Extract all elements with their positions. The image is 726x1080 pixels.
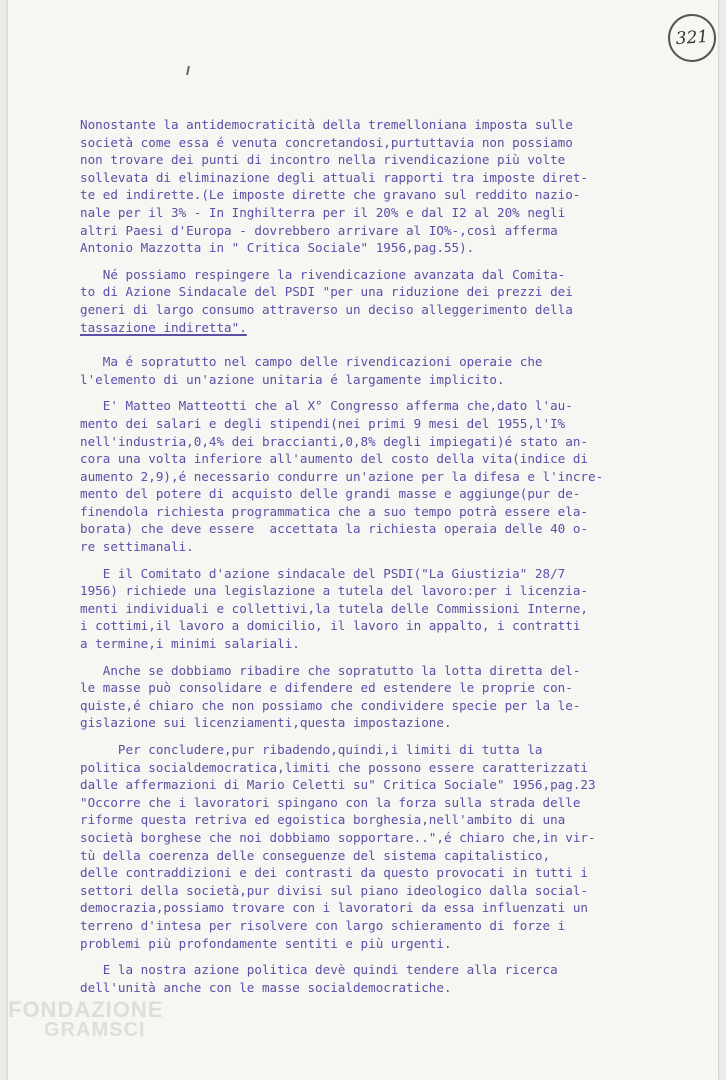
text-line: settori della società,pur divisi sul piano ideologico dalla social- [80,882,588,898]
paragraph [80,397,680,555]
text-line: società come essa é venuta concretandosi,purtuttavia non possiamo [80,134,573,150]
text-line: menti individuali e collettivi,la tutela delle Commissioni Interne, [80,600,588,616]
text-line: sollevata di eliminazione degli attuali rapporti tra imposte diret- [80,169,588,185]
text-line: l'elemento di un'azione unitaria é largamente implicito. [80,371,505,387]
document-page [8,0,718,1080]
paragraph [80,741,680,952]
text-line: cora una volta inferiore all'aumento del costo della vita(indice di [80,451,588,467]
text-line: società borghese che noi dobbiamo sopportare..",é chiaro che,in vir- [80,829,596,845]
text-line: dalle affermazioni di Mario Celetti su" Critica Sociale" 1956,pag.23 [80,777,596,793]
pen-mark [186,66,190,75]
text-line: altri Paesi d'Europa - dovrebbero arrivare al IO%-,così afferma [80,222,558,238]
text-line: Antonio Mazzotta in " Critica Sociale" 1956,pag.55). [80,240,475,256]
text-line: nell'industria,0,4% dei braccianti,0,8% degli impiegati)é stato an- [80,433,588,449]
text-line: terreno d'intesa per risolvere con largo schieramento di forze i [80,917,566,933]
text-line: "Occorre che i lavoratori spingano con la forza sulla strada delle [80,794,581,810]
text-line: gislazione sui licenziamenti,questa impostazione. [80,715,452,731]
text-line: le masse può consolidare e difendere ed estendere le proprie con- [80,680,573,696]
document-body [80,116,680,996]
paragraph [80,662,680,732]
text-line: nale per il 3% - In Inghilterra per il 20% e dal I2 al 20% negli [80,204,566,220]
text-line: Ma é sopratutto nel campo delle rivendicazioni operaie che [80,354,543,370]
watermark-line: FONDAZIONE [8,997,164,1022]
watermark-line: GRAMSCI [44,1019,146,1041]
text-line: borata) che deve essere accettata la richiesta operaia delle 40 o- [80,521,588,537]
text-line: 1956) richiede una legislazione a tutela del lavoro:per i licenzia- [80,583,588,599]
paragraph [80,565,680,653]
text-line: E' Matteo Matteotti che al X° Congresso afferma che,dato l'au- [80,398,573,414]
text-line: riforme questa retriva ed egoistica borghesia,nell'ambito di una [80,812,566,828]
text-line: a termine,i minimi salariali. [80,636,300,652]
text-line: Anche se dobbiamo ribadire che sopratutto la lotta diretta del- [80,662,581,678]
text-line: Nonostante la antidemocraticità della tremelloniana imposta sulle [80,117,573,132]
text-line: mento dei salari e degli stipendi(nei primi 9 mesi del 1955,l'I% [80,415,566,431]
underlined-text-line: tassazione indiretta". [80,319,247,335]
text-line: Né possiamo respingere la rivendicazione avanzata dal Comita- [80,266,566,282]
text-line: politica socialdemocratica,limiti che possono essere caratterizzati [80,759,588,775]
text-line: E la nostra azione politica devè quindi tendere alla ricerca [80,962,558,978]
text-line: finendola richiesta programmatica che a suo tempo potrà essere ela- [80,503,588,519]
text-line: non trovare dei punti di incontro nella rivendicazione più volte [80,152,566,168]
paragraph [80,353,680,388]
paragraph [80,961,680,996]
text-line: dell'unità anche con le masse socialdemocratiche. [80,979,452,995]
text-line: problemi più profondamente sentiti e più urgenti. [80,935,452,951]
text-line: to di Azione Sindacale del PSDI "per una riduzione dei prezzi dei [80,284,573,300]
text-line: aumento 2,9),é necessario condurre un'azione per la difesa e l'incre- [80,468,604,484]
text-line: democrazia,possiamo trovare con i lavoratori da essa influenzati un [80,900,588,916]
text-line: delle contraddizioni e dei contrasti da questo provocati in tutti i [80,865,588,881]
text-line: tù della coerenza delle conseguenze del sistema capitalistico, [80,847,551,863]
text-line: generi di largo consumo attraverso un deciso alleggerimento della [80,301,573,317]
paragraph [80,116,680,257]
text-line: Per concludere,pur ribadendo,quindi,i limiti di tutta la [80,742,543,757]
text-line: quiste,é chiaro che non possiamo che condividere specie per la le- [80,697,581,713]
text-line: te ed indirette.(Le imposte dirette che gravano sul reddito nazio- [80,187,581,203]
watermark-logo [8,997,164,1041]
paragraph [80,266,680,336]
page-number-stamp: 321 [666,12,717,63]
text-line: i cottimi,il lavoro a domicilio, il lavoro in appalto, i contratti [80,618,581,634]
text-line: E il Comitato d'azione sindacale del PSDI("La Giustizia" 28/7 [80,565,566,581]
text-line: mento del potere di acquisto delle grandi masse e aggiunge(pur de- [80,486,581,502]
text-line: re settimanali. [80,539,194,555]
